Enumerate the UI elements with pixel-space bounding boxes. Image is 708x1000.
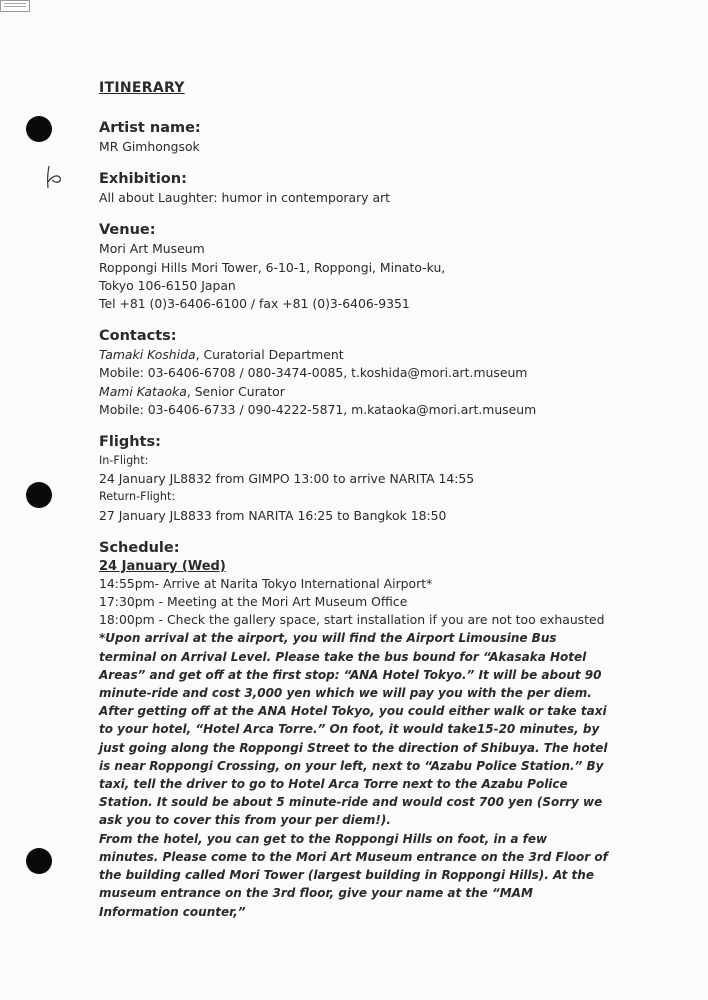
- itinerary-document: [99, 80, 619, 935]
- punch-hole-middle: [26, 482, 52, 508]
- flights-section: [99, 433, 619, 525]
- contacts-section: [99, 327, 619, 419]
- contact-mobile: Mobile: 03-6406-6733 / 090-4222-5871, m.kataoka@mori.art.museum: [99, 401, 537, 417]
- venue-line: Tokyo 106-6150 Japan: [99, 277, 236, 293]
- punch-hole-top: [26, 116, 52, 142]
- schedule-heading: Schedule:: [99, 539, 180, 556]
- schedule-section: [99, 539, 619, 921]
- contact-role: , Senior Curator: [186, 383, 285, 399]
- schedule-date: 24 January (Wed): [99, 558, 226, 574]
- contact-name-line: [99, 383, 619, 401]
- artist-heading: Artist name:: [99, 120, 201, 136]
- punch-hole-bottom: [26, 848, 52, 874]
- schedule-item: 17:30pm - Meeting at the Mori Art Museum Office: [99, 594, 408, 610]
- arrival-instructions: *Upon arrival at the airport, you will find the Airport Limousine Bus terminal on Arrival Level. Please take the bus bound for “Akasaka Hotel Areas” and get off at the first stop: “ANA Hotel Tokyo.” It will be about 90 minute-ride and cost 3,000 yen which we will pay you with the per diem. After getting off at the ANA Hotel Tokyo, you could either walk or take taxi to your hotel, “Hotel Arca Torre.” On foot, it would take15-20 minutes, by just going along the Roppongi Street to the direction of Shibuya. The hotel is near Roppongi Crossing, on your left, next to “Azabu Police Station.” By taxi, tell the driver to go to Hotel Arca Torre next to the Azabu Police Station. It sould be about 5 minute-ride and would cost 700 yen (Sorry we ask you to cover this from your per diem!).: [99, 631, 608, 828]
- venue-line: Mori Art Museum: [99, 241, 205, 257]
- contact-name: Mami Kataoka: [99, 383, 187, 399]
- venue-section: [99, 221, 619, 313]
- return-flight-label: Return-Flight:: [99, 490, 176, 504]
- venue-line: Tel +81 (0)3-6406-6100 / fax +81 (0)3-6406-9351: [99, 296, 410, 312]
- contacts-heading: Contacts:: [99, 328, 177, 345]
- venue-line: Roppongi Hills Mori Tower, 6-10-1, Roppongi, Minato-ku,: [99, 259, 446, 275]
- hotel-to-museum-instructions: From the hotel, you can get to the Roppongi Hills on foot, in a few minutes. Please come to the Mori Art Museum entrance on the 3rd Floor of the building called Mori Tower (largest building in Roppongi Hills). At the museum entrance on the 3rd floor, give your name at the “MAM Information counter,”: [99, 831, 608, 919]
- artist-name: MR Gimhongsok: [99, 139, 200, 154]
- artist-section: [99, 119, 619, 156]
- exhibition-heading: Exhibition:: [99, 171, 187, 188]
- return-flight-value: 27 January JL8833 from NARITA 16:25 to Bangkok 18:50: [99, 507, 447, 523]
- exhibition-section: [99, 170, 619, 207]
- contact-name: Tamaki Koshida: [99, 347, 196, 363]
- in-flight-label: In-Flight:: [99, 454, 149, 468]
- exhibition-name: All about Laughter: humor in contemporary art: [99, 190, 390, 206]
- handwritten-mark: [44, 164, 66, 190]
- corner-stamp: [0, 0, 30, 12]
- schedule-item: 18:00pm - Check the gallery space, start installation if you are not too exhausted: [99, 612, 605, 628]
- contact-name-line: [99, 346, 619, 364]
- venue-heading: Venue:: [99, 222, 156, 239]
- in-flight-value: 24 January JL8832 from GIMPO 13:00 to arrive NARITA 14:55: [99, 471, 475, 487]
- flights-heading: Flights:: [99, 434, 161, 451]
- document-title: ITINERARY: [99, 80, 185, 96]
- contact-mobile: Mobile: 03-6406-6708 / 080-3474-0085, t.koshida@mori.art.museum: [99, 365, 528, 381]
- schedule-item: 14:55pm- Arrive at Narita Tokyo International Airport*: [99, 575, 433, 591]
- contact-role: , Curatorial Department: [195, 347, 344, 363]
